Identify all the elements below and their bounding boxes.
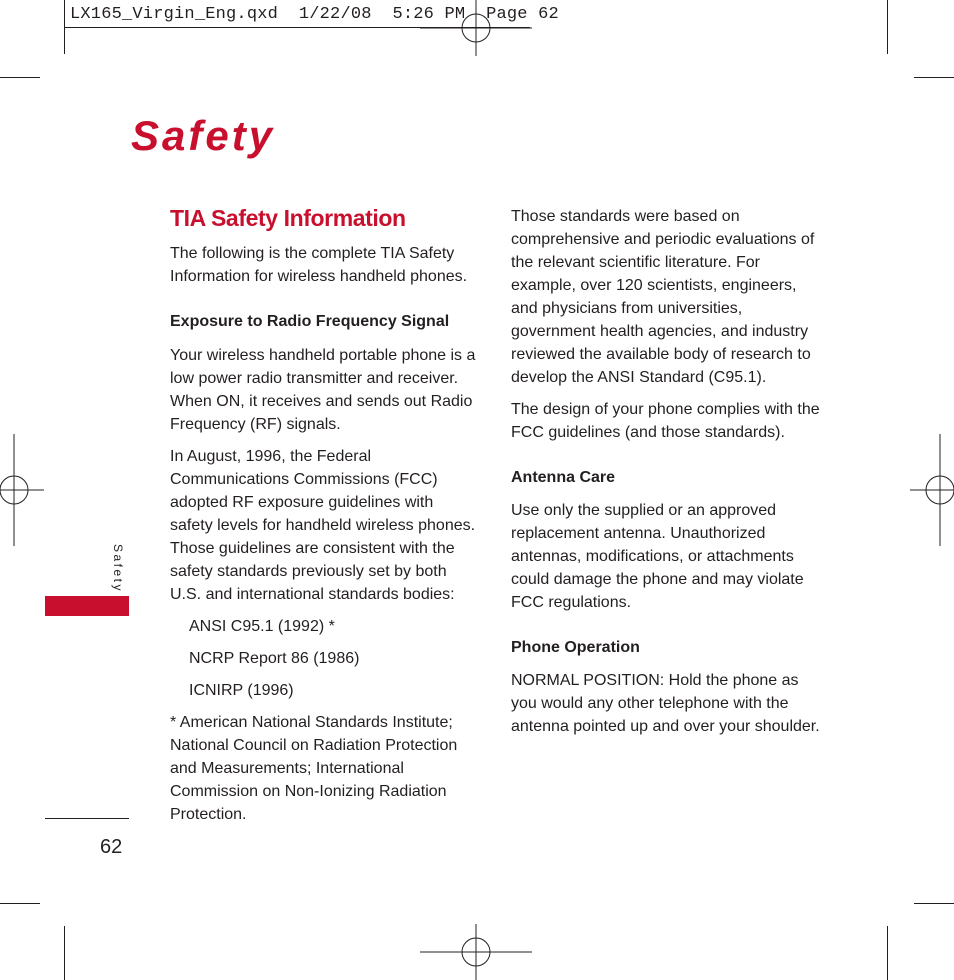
registration-mark-bottom bbox=[420, 924, 532, 980]
paragraph: Use only the supplied or an approved replacement antenna. Unauthorized antennas, modifications, or attachments could damage the phone and may violate FCC regulations. bbox=[511, 502, 804, 611]
crop-mark bbox=[887, 0, 888, 54]
registration-mark-right bbox=[910, 434, 954, 546]
standard-item: ANSI C95.1 (1992) * bbox=[189, 618, 335, 635]
crop-mark bbox=[914, 77, 954, 78]
subheading-rf-exposure: Exposure to Radio Frequency Signal bbox=[170, 313, 450, 330]
paragraph: In August, 1996, the Federal Communications Commissions (FCC) adopted RF exposure guidelines with safety levels for handheld wireless phones. Those guidelines are consistent with the safety standards previously set by both U.S. and international standards bodies: bbox=[170, 448, 476, 603]
paragraph: The design of your phone complies with the FCC guidelines (and those standards). bbox=[511, 401, 820, 441]
standard-item: ICNIRP (1996) bbox=[189, 682, 294, 699]
subheading-phone-operation: Phone Operation bbox=[511, 639, 640, 656]
crop-mark bbox=[914, 903, 954, 904]
side-section-tab bbox=[45, 596, 129, 616]
subheading-antenna-care: Antenna Care bbox=[511, 469, 616, 486]
page-title: Safety bbox=[131, 112, 276, 159]
crop-mark bbox=[0, 77, 40, 78]
paragraph: Those standards were based on comprehensive and periodic evaluations of the relevant scientific literature. For example, over 120 scientists, engineers, and physicians from universities, government health agencies, and industry reviewed the available body of research to develop the ANSI Standard (C95.1). bbox=[511, 208, 815, 386]
registration-mark-left bbox=[0, 434, 44, 546]
standard-item: NCRP Report 86 (1986) bbox=[189, 650, 360, 667]
page-number-rule bbox=[45, 818, 129, 819]
right-column bbox=[511, 205, 821, 738]
crop-mark bbox=[64, 926, 65, 980]
side-section-label: Safety bbox=[111, 544, 125, 594]
crop-mark bbox=[0, 903, 40, 904]
paragraph: NORMAL POSITION: Hold the phone as you would any other telephone with the antenna pointed up and over your shoulder. bbox=[511, 672, 820, 735]
paragraph: Your wireless handheld portable phone is a low power radio transmitter and receiver. When ON, it receives and sends out Radio Frequency (RF) signals. bbox=[170, 347, 476, 433]
page-number: 62 bbox=[100, 836, 123, 858]
footnote: * American National Standards Institute; National Council on Radiation Protection and Measurements; International Commission on Non-Ionizing Radiation Protection. bbox=[170, 714, 458, 823]
left-column bbox=[170, 204, 480, 826]
print-slug: LX165_Virgin_Eng.qxd 1/22/08 5:26 PM Page 62 bbox=[70, 5, 559, 24]
intro-paragraph: The following is the complete TIA Safety Information for wireless handheld phones. bbox=[170, 245, 468, 285]
section-heading: TIA Safety Information bbox=[170, 205, 406, 231]
crop-mark bbox=[887, 926, 888, 980]
